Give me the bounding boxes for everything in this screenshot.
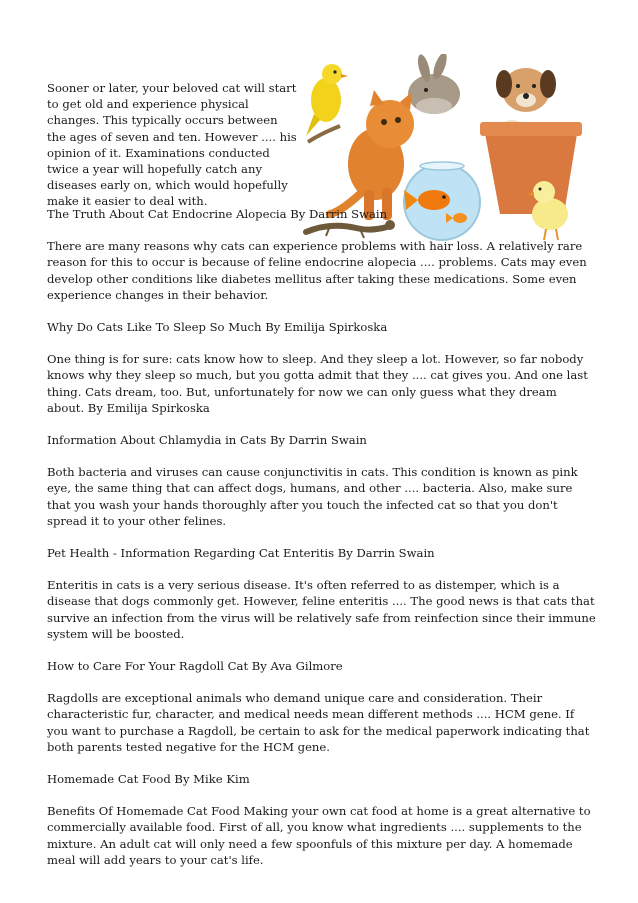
article-body bbox=[47, 206, 597, 884]
rabbit-icon bbox=[408, 54, 460, 114]
kitten-icon bbox=[330, 90, 414, 220]
section-text: One thing is for sure: cats know how to sleep. And they sleep a lot. However, so far nobody knows why they sleep so much, but you gotta admit that they .... cat gives you. And one last thing. Cats dream, too. But, unfortunately for now we can only guess what they dream about. By Emilija Spirkoska bbox=[47, 352, 588, 415]
intro-paragraph bbox=[47, 80, 297, 210]
section-heading: Information About Chlamydia in Cats By Darrin Swain bbox=[47, 433, 367, 448]
section-text: Ragdolls are exceptional animals who demand unique care and consideration. Their characteristic fur, character, and medical needs mean different methods .... HCM gene. If you want to purchase a Ragdoll, be certain to ask for the medical paperwork indicating that both parents tested negative for the HCM gene. bbox=[47, 691, 590, 754]
section-heading: Why Do Cats Like To Sleep So Much By Emilija Spirkoska bbox=[47, 320, 388, 335]
canary-icon bbox=[306, 64, 348, 136]
article-section bbox=[47, 206, 597, 303]
section-text: Both bacteria and viruses can cause conjunctivitis in cats. This condition is known as pink eye, the same thing that can affect dogs, humans, and other .... bacteria. Also, make sure that you wash your hands thoroughly after you touch the infected cat so that you don't spread it to your other felines. bbox=[47, 465, 578, 528]
puppy-in-pot-icon bbox=[480, 68, 582, 214]
intro-text: Sooner or later, your beloved cat will start to get old and experience physical changes. This typically occurs between the ages of seven and ten. However .... his opinion of it. Examinations conducted twice a year will hopefully catch any diseases early on, which would hopefully make it easier to deal with. bbox=[47, 81, 297, 209]
section-text: Benefits Of Homemade Cat Food Making your own cat food at home is a great alternative to commercially available food. First of all, you know what ingredients .... supplements to the mixture. An adult cat will only need a few spoonfuls of this mixture per day. A homemade meal will add years to your cat's life. bbox=[47, 804, 591, 867]
article-section bbox=[47, 319, 597, 416]
section-heading: The Truth About Cat Endocrine Alopecia By Darrin Swain bbox=[47, 207, 388, 221]
section-heading: Pet Health - Information Regarding Cat Enteritis By Darrin Swain bbox=[47, 546, 435, 561]
section-text: Enteritis in cats is a very serious disease. It's often referred to as distemper, which is a disease that dogs commonly get. However, feline enteritis .... The good news is that cats that survive an infection from the virus will be relatively safe from reinfection since their immune system will be boosted. bbox=[47, 578, 596, 641]
section-heading: Homemade Cat Food By Mike Kim bbox=[47, 772, 250, 787]
article-section bbox=[47, 545, 597, 642]
article-section bbox=[47, 432, 597, 529]
perch-icon bbox=[308, 126, 340, 142]
article-section bbox=[47, 771, 597, 868]
section-text: There are many reasons why cats can experience problems with hair loss. A relatively rare reason for this to occur is because of feline endocrine alopecia .... problems. Cats may even develop other conditions like diabetes mellitus after taking these medications. Some even experience changes in their behavior. bbox=[47, 239, 587, 302]
section-heading: How to Care For Your Ragdoll Cat By Ava Gilmore bbox=[47, 659, 343, 674]
article-section bbox=[47, 658, 597, 755]
